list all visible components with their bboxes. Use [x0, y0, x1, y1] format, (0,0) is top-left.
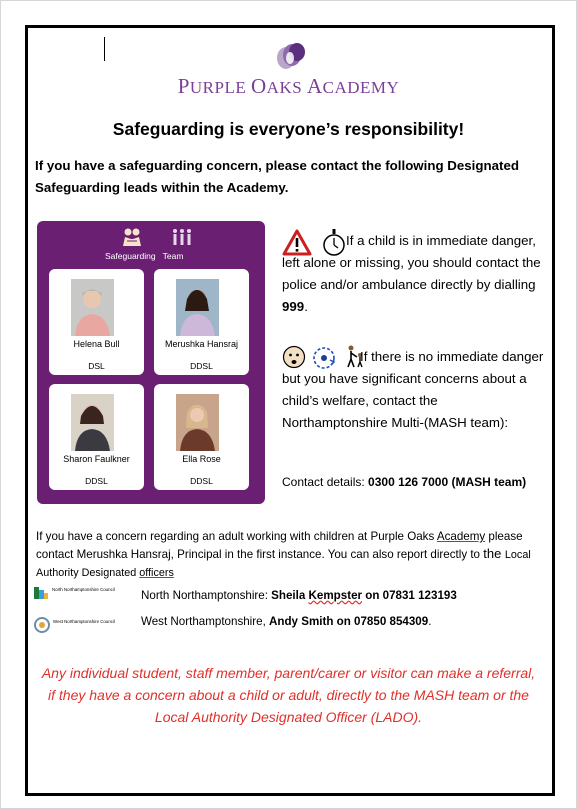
staff-name: Ella Rose — [182, 454, 221, 464]
safeguarding-team-poster — [37, 221, 265, 504]
west-council-logo-text: West Northamptonshire Council — [53, 619, 115, 624]
staff-name: Merushka Hansraj — [164, 339, 239, 349]
emergency-number: 999 — [282, 299, 305, 314]
mash-contact: Contact details: 0300 126 7000 (MASH team) — [282, 475, 527, 489]
poster-title: Safeguarding Team — [105, 251, 184, 261]
academy-name: PURPLE OAKS ACADEMY — [177, 74, 400, 98]
north-contact: North Northamptonshire: Sheila Kempster on 07831 123193 — [141, 589, 457, 602]
referral-statement: Any individual student, staff member, parent/carer or visitor can make a referral, if they have a concern about a child or adult, directly to the MASH team or the Local Authority Designated Officer (LADO). — [41, 665, 536, 725]
staff-role: DSL — [88, 361, 105, 371]
emergency-text: If a child is in immediate danger, left alone or missing, you should contact the police and/or ambulance directly by dialling 999. — [282, 233, 541, 314]
staff-role: DDSL — [190, 476, 213, 486]
page-heading: Safeguarding is everyone’s responsibility! — [112, 119, 465, 139]
text-cursor — [104, 37, 105, 61]
north-northamptonshire-council-logo — [34, 584, 115, 602]
staff-photo — [71, 279, 114, 336]
staff-role: DDSL — [85, 476, 108, 486]
staff-card — [49, 269, 144, 375]
north-council-logo-text: North Northamptonshire Council — [52, 587, 115, 592]
non-emergency-text: If there is no immediate danger but you have significant concerns about a child’s welfare, contact the Northamptonshire Multi-(MASH team): — [282, 349, 544, 430]
staff-card — [154, 384, 249, 490]
academy-logo-icon — [270, 42, 310, 72]
mash-contact-number: 0300 126 7000 (MASH team) — [368, 475, 527, 489]
staff-photo — [176, 394, 219, 451]
staff-card — [154, 269, 249, 375]
team-icon — [171, 228, 193, 246]
staff-photo — [176, 279, 219, 336]
adult-concern-text: If you have a concern regarding an adult working with children at Purple Oaks Academy please contact Merushka Hansraj, Principal in the first instance. You can also report directly to the Local Authority Designated officers — [36, 530, 531, 579]
staff-card — [49, 384, 144, 490]
staff-name: Sharon Faulkner — [63, 454, 130, 464]
west-northamptonshire-council-logo — [34, 614, 115, 636]
staff-photo — [71, 394, 114, 451]
staff-name: Helena Bull — [73, 339, 120, 349]
handshake-icon — [121, 227, 143, 247]
west-contact: West Northamptonshire, Andy Smith on 07850 854309. — [141, 615, 432, 628]
intro-text: If you have a safeguarding concern, please contact the following Designated Safeguarding leads within the Academy. — [35, 158, 519, 195]
staff-role: DDSL — [190, 361, 213, 371]
